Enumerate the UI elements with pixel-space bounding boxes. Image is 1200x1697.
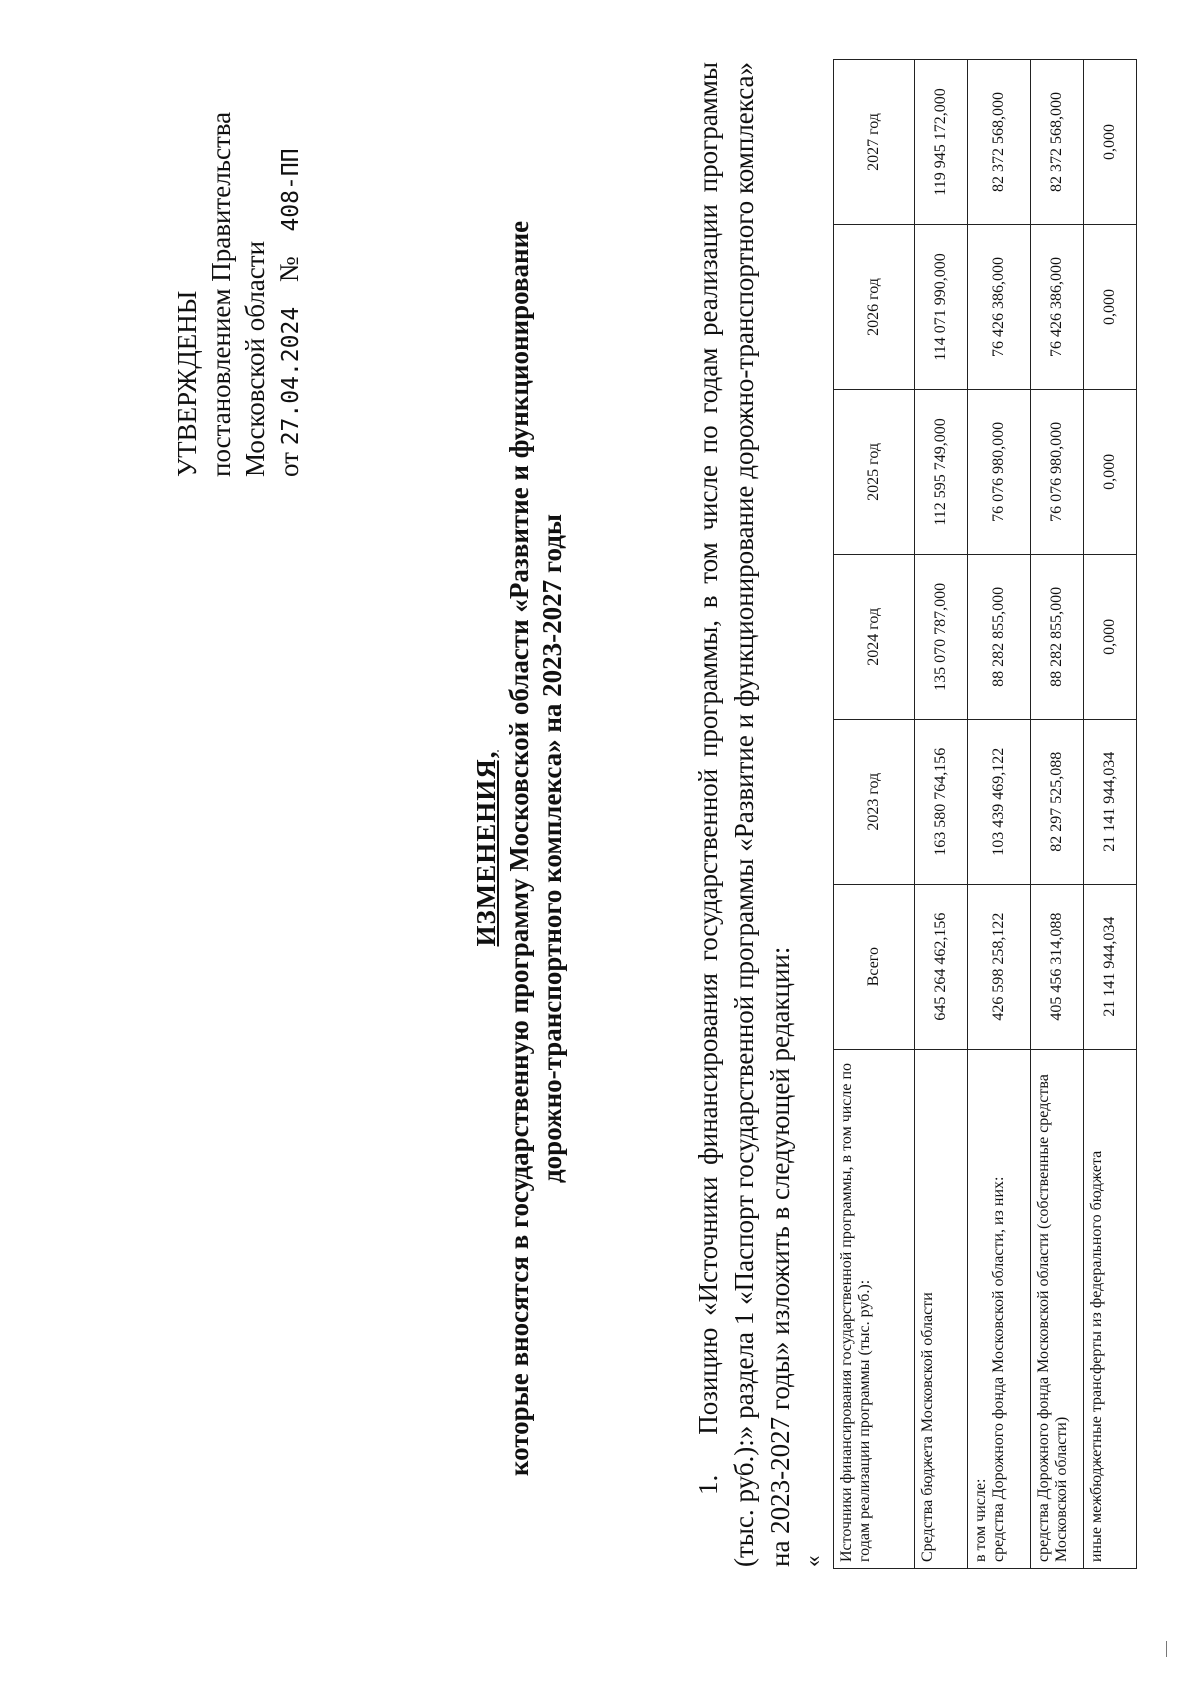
- approval-line-2: постановлением Правительства: [206, 111, 236, 477]
- document-title: [470, 0, 569, 1697]
- cell-value: 645 264 462,156: [915, 884, 968, 1049]
- cell-value: 82 297 525,088: [1031, 719, 1084, 884]
- table-row: [1084, 60, 1137, 1569]
- row-label: [968, 1049, 1031, 1568]
- approval-date-prefix: от: [274, 452, 304, 477]
- cell-value: 88 282 855,000: [968, 554, 1031, 719]
- cell-value: 21 141 944,034: [1084, 719, 1137, 884]
- cell-value: 76 426 386,000: [968, 225, 1031, 390]
- cell-value: 135 070 787,000: [915, 554, 968, 719]
- cell-value: 119 945 172,000: [915, 60, 968, 225]
- table-row: [968, 60, 1031, 1569]
- cell-value: 0,000: [1084, 225, 1137, 390]
- opening-quote: «: [800, 1555, 825, 1567]
- header-total: Всего: [834, 884, 915, 1049]
- table-header-row: [834, 60, 915, 1569]
- cell-value: 163 580 764,156: [915, 719, 968, 884]
- cell-value: 76 426 386,000: [1031, 225, 1084, 390]
- row-label-text: средства Дорожного фонда Московской области, из них:: [990, 1176, 1007, 1562]
- cell-value: 114 071 990,000: [915, 225, 968, 390]
- cell-value: 0,000: [1084, 60, 1137, 225]
- header-2027: 2027 год: [834, 60, 915, 225]
- approval-number-sign: №: [274, 256, 304, 283]
- row-label: Средства бюджета Московской области: [915, 1049, 968, 1568]
- header-2023: 2023 год: [834, 719, 915, 884]
- cell-value: 76 076 980,000: [1031, 389, 1084, 554]
- title-line-3: дорожно-транспортного комплекса» на 2023-2027 годы: [537, 514, 567, 1183]
- amendment-paragraph: [690, 62, 798, 1567]
- header-2025: 2025 год: [834, 389, 915, 554]
- table-row: [915, 60, 968, 1569]
- financing-table: [833, 59, 1137, 1569]
- cell-value: 405 456 314,088: [1031, 884, 1084, 1049]
- paragraph-number: 1.: [693, 1474, 723, 1495]
- approval-date: 27.04.2024: [278, 306, 304, 446]
- approval-number: 408-ПП: [278, 148, 304, 232]
- scan-mark: [1166, 1641, 1167, 1657]
- row-label-prefix: в том числе:: [972, 1478, 989, 1562]
- approval-line-1: УТВЕРЖДЕНЫ: [172, 290, 202, 477]
- header-2026: 2026 год: [834, 225, 915, 390]
- approval-stamp: [170, 112, 308, 477]
- cell-value: 0,000: [1084, 554, 1137, 719]
- approval-line-3: Московской области: [240, 240, 270, 477]
- row-label: средства Дорожного фонда Московской области (собственные средства Московской области): [1031, 1049, 1084, 1568]
- cell-value: 112 595 749,000: [915, 389, 968, 554]
- cell-value: 76 076 980,000: [968, 389, 1031, 554]
- title-heading: ИЗМЕНЕНИЯ,: [471, 750, 501, 947]
- cell-value: 82 372 568,000: [1031, 60, 1084, 225]
- cell-value: 0,000: [1084, 389, 1137, 554]
- header-sources: Источники финансирования государственной программы, в том числе по годам реализации программы (тыс. руб.):: [834, 1049, 915, 1568]
- header-2024: 2024 год: [834, 554, 915, 719]
- cell-value: 21 141 944,034: [1084, 884, 1137, 1049]
- cell-value: 103 439 469,122: [968, 719, 1031, 884]
- cell-value: 426 598 258,122: [968, 884, 1031, 1049]
- cell-value: 88 282 855,000: [1031, 554, 1084, 719]
- table-row: [1031, 60, 1084, 1569]
- paragraph-text: Позицию «Источники финансирования государственной программы, в том числе по годам реализации программы (тыс. руб.):» раздела 1 «Паспорт государственной программы «Развитие и функционирование дорожно-транспортного комплекса» на 2023-2027 годы» изложить в следующей редакции:: [693, 62, 795, 1567]
- row-label: иные межбюджетные трансферты из федерального бюджета: [1084, 1049, 1137, 1568]
- cell-value: 82 372 568,000: [968, 60, 1031, 225]
- title-line-2: которые вносятся в государственную программу Московской области «Развитие и функционирование: [504, 220, 534, 1477]
- approval-date-line: [272, 112, 308, 477]
